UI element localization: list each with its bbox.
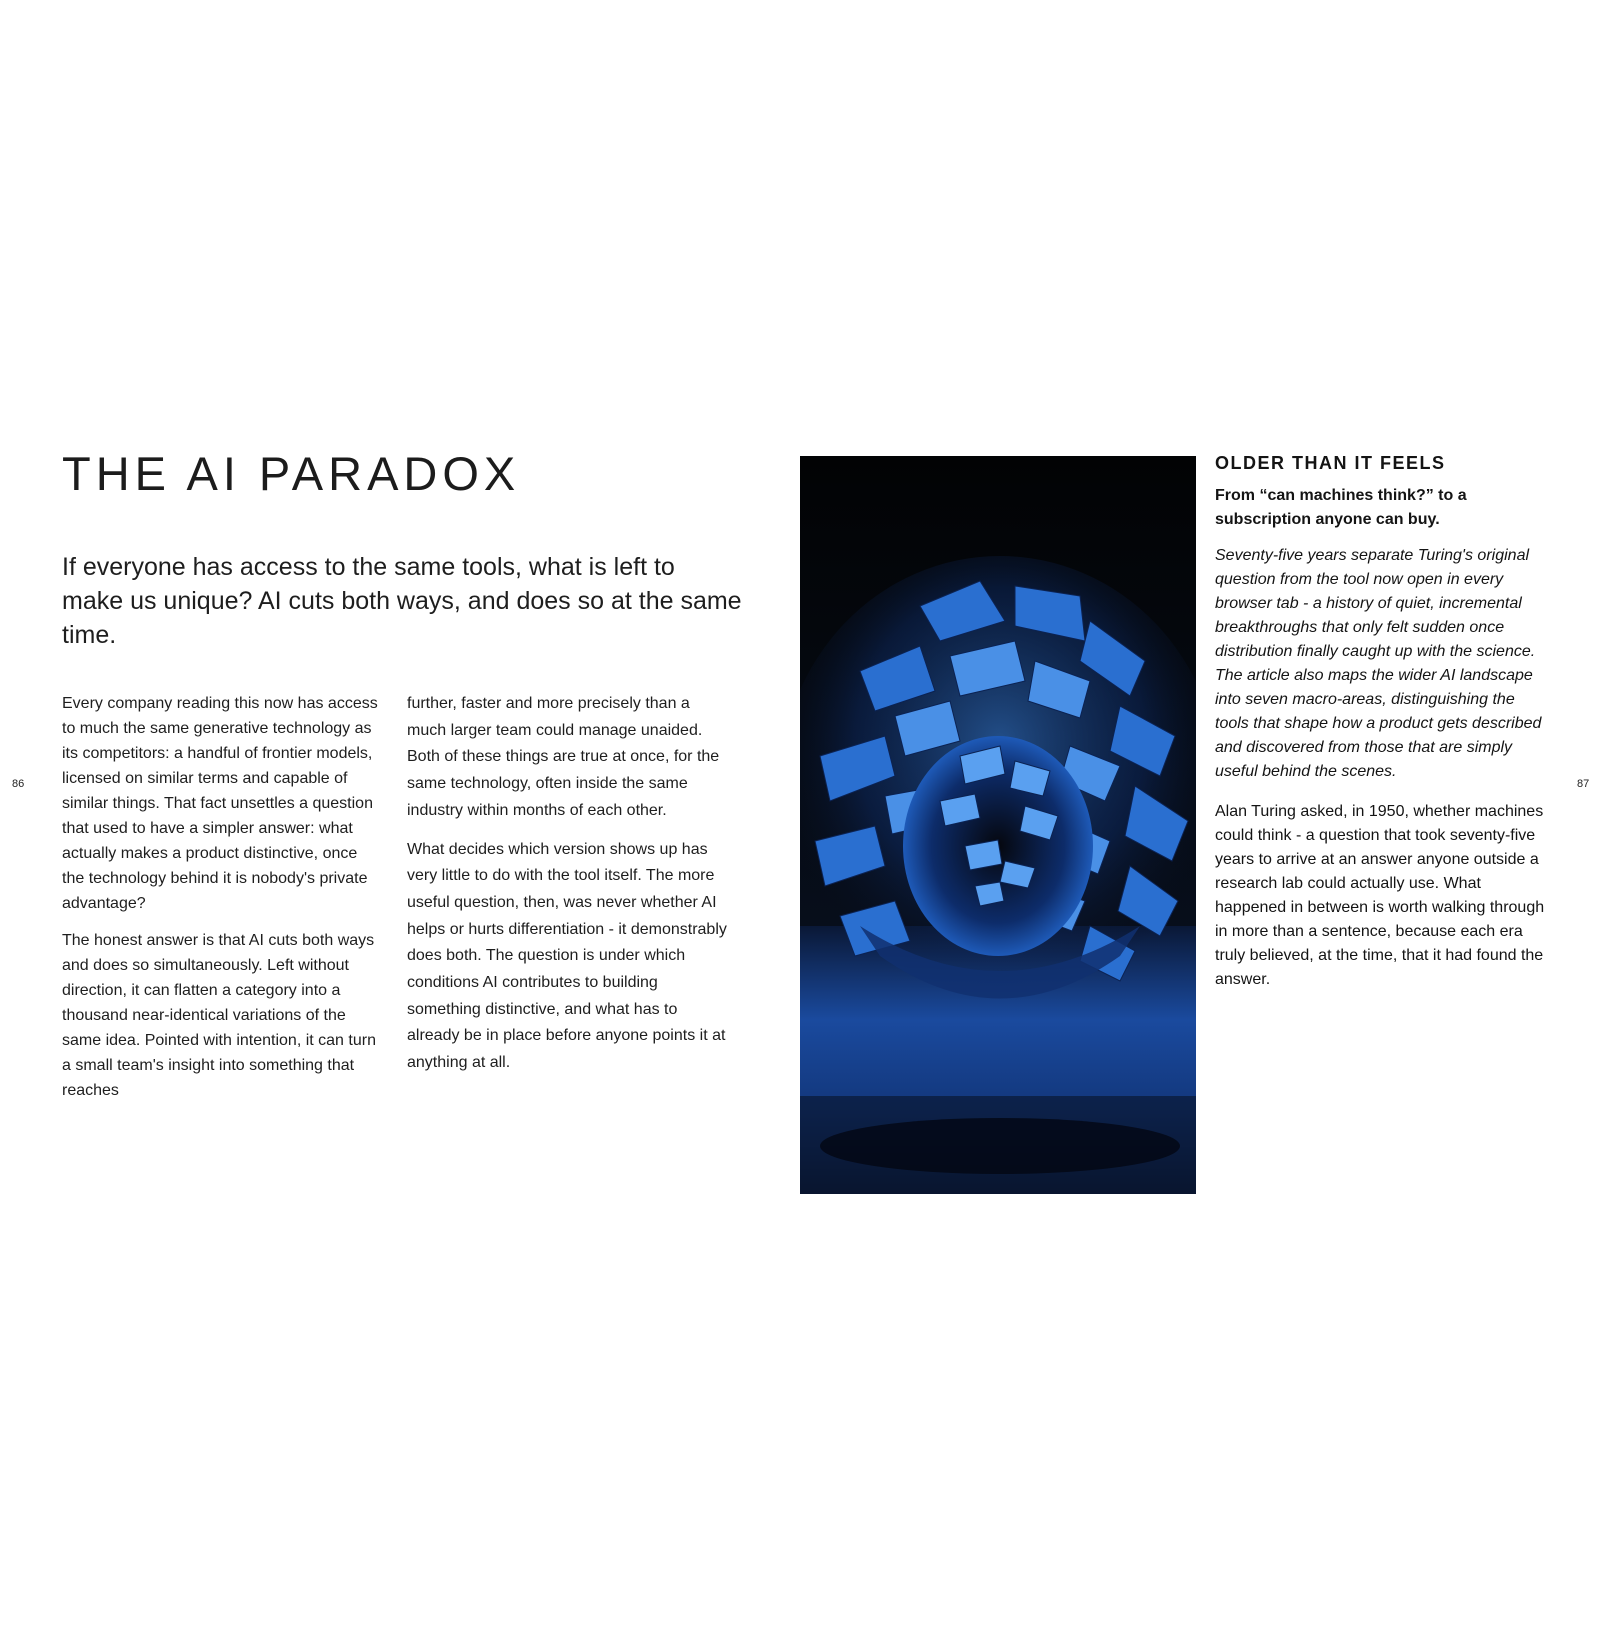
right-text-column [407, 691, 733, 1089]
lamp-photo [800, 456, 1196, 1194]
sidebar-subheading: From “can machines think?” to a subscription anyone can buy. [1215, 487, 1467, 528]
left-paragraph-2: The honest answer is that AI cuts both ways and does so simultaneously. Left without direction, it can flatten a category into a thousand near-identical variations of the same idea. Pointed with intention, it can turn a small team's insight into something that reaches [62, 932, 376, 1099]
table-reflection [820, 1118, 1180, 1174]
article-lead: If everyone has access to the same tools, what is left to make us unique? AI cuts both ways, and does so at the same time. [62, 553, 742, 649]
article-title: THE AI PARADOX [62, 447, 521, 500]
sidebar [1215, 452, 1550, 992]
lamp-illustration [800, 456, 1196, 1194]
left-paragraph-1: Every company reading this now has access to much the same generative technology as its competitors: a handful of frontier models, licensed on similar terms and capable of similar things. That fact unsettles a question that used to have a simpler answer: what actually makes a product distinctive, once the technology behind it is nobody's private advantage? [62, 695, 378, 912]
right-paragraph-2: What decides which version shows up has very little to do with the tool itself. The more useful question, then, was never whether AI helps or hurts differentiation - it demonstrably does both. The question is under which conditions AI contributes to building something distinctive, and what has to already be in place before anyone points it at anything at all. [407, 840, 727, 1072]
sidebar-body: Alan Turing asked, in 1950, whether machines could think - a question that took seventy-five years to arrive at an answer anyone outside a research lab could actually use. What happened in between is worth walking through in more than a sentence, because each era truly believed, at the time, that it had found the answer. [1215, 803, 1545, 988]
sidebar-heading: OLDER THAN IT FEELS [1215, 453, 1446, 473]
page-number-left: 86 [12, 778, 25, 790]
sidebar-intro: Seventy-five years separate Turing's original question from the tool now open in every browser tab - a history of quiet, incremental breakthroughs that only felt sudden once distribution finally caught up with the science. The article also maps the wider AI landscape into seven macro-areas, distinguishing the tools that shape how a product gets described and discovered from those that are simply useful behind the scenes. [1215, 547, 1542, 780]
right-paragraph-1: further, faster and more precisely than a much larger team could manage unaided. Both of these things are true at once, for the same technology, often inside the same industry within months of each other. [407, 695, 720, 819]
page-number-right: 87 [1577, 778, 1590, 790]
left-text-column [62, 691, 382, 1115]
